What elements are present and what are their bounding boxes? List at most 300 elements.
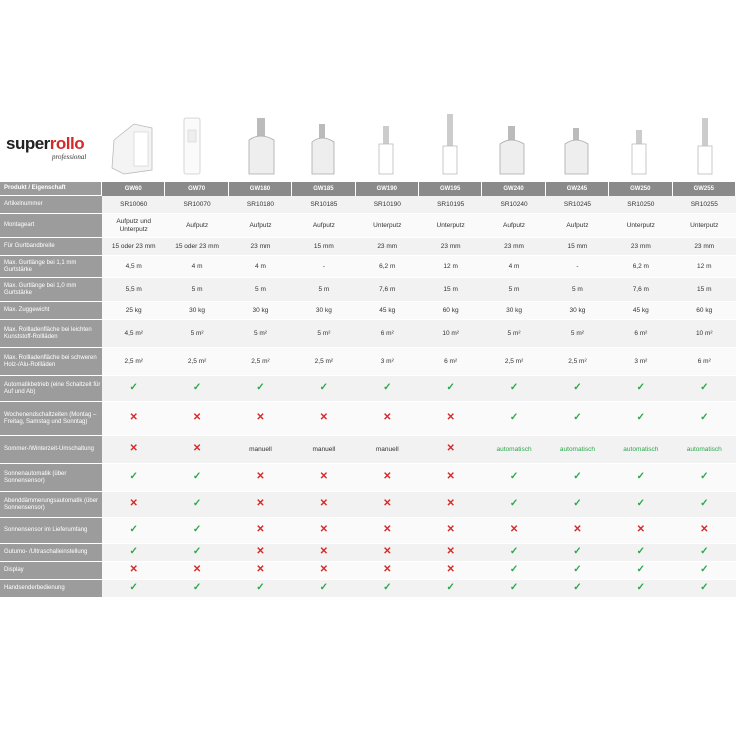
check-icon: ✓	[573, 471, 582, 482]
cross-icon	[229, 402, 292, 436]
cell-value: 6 m²	[356, 320, 419, 348]
cell-value: 2,5 m²	[292, 348, 355, 376]
table-body	[0, 196, 736, 598]
check-icon: ✓	[129, 382, 138, 393]
cell-value: Aufputz	[229, 214, 292, 238]
check-icon: ✓	[636, 471, 646, 482]
cross-icon	[229, 518, 292, 544]
header-product-gw180: GW180	[229, 182, 292, 196]
check-icon	[482, 562, 545, 580]
cross-icon: ✕	[446, 564, 455, 575]
cell-value: 23 mm	[673, 238, 736, 256]
table-row	[0, 544, 736, 562]
check-icon: ✓	[636, 382, 646, 393]
check-icon	[546, 562, 609, 580]
check-icon	[482, 580, 545, 598]
row-label: Sommer-/Winterzeit-Umschaltung	[0, 436, 102, 464]
check-icon	[482, 464, 545, 492]
check-icon: ✓	[129, 524, 138, 535]
header-product-gw185: GW185	[292, 182, 355, 196]
cross-icon: ✕	[129, 498, 138, 509]
check-icon	[419, 376, 482, 402]
table-row	[0, 492, 736, 518]
cross-icon: ✕	[446, 524, 455, 535]
check-icon: ✓	[129, 546, 138, 557]
cross-icon	[482, 518, 545, 544]
product-image-gw245	[565, 128, 588, 174]
check-icon	[673, 580, 736, 598]
check-icon	[102, 518, 165, 544]
cross-icon	[546, 518, 609, 544]
cell-value: 25 kg	[102, 302, 165, 320]
check-icon: ✓	[446, 582, 455, 593]
check-icon: ✓	[573, 564, 582, 575]
check-icon	[546, 492, 609, 518]
table-row	[0, 320, 736, 348]
check-icon: ✓	[192, 524, 202, 535]
header-product-gw245: GW245	[546, 182, 609, 196]
check-icon	[165, 464, 228, 492]
cross-icon	[356, 492, 419, 518]
cell-value: 23 mm	[609, 238, 672, 256]
cross-icon	[102, 492, 165, 518]
check-icon: ✓	[636, 546, 646, 557]
check-icon: ✓	[509, 382, 519, 393]
row-label: Display	[0, 562, 102, 580]
check-icon: ✓	[383, 382, 392, 393]
cross-icon: ✕	[319, 471, 329, 482]
check-icon: ✓	[192, 498, 202, 509]
cell-value: 5 m	[292, 278, 355, 302]
cross-icon	[165, 436, 228, 464]
table-row	[0, 214, 736, 238]
cell-value: 60 kg	[673, 302, 736, 320]
check-icon: ✓	[319, 382, 329, 393]
brand-logo	[6, 135, 102, 171]
cross-icon: ✕	[319, 564, 329, 575]
cross-icon	[292, 518, 355, 544]
row-label: Wochenendschaltzeiten (Montag – Freitag, Samstag und Sonntag)	[0, 402, 102, 436]
check-icon: ✓	[509, 412, 519, 423]
cell-value: 2,5 m²	[102, 348, 165, 376]
product-images	[104, 110, 734, 182]
cell-value: 23 mm	[229, 238, 292, 256]
cross-icon: ✕	[192, 412, 202, 423]
check-icon	[546, 402, 609, 436]
cell-value: automatisch	[482, 436, 545, 464]
check-icon	[292, 376, 355, 402]
product-image-gw70	[184, 118, 200, 174]
check-icon: ✓	[700, 382, 709, 393]
cross-icon: ✕	[256, 546, 265, 557]
cell-value: 7,6 m	[609, 278, 672, 302]
check-icon: ✓	[192, 382, 202, 393]
cross-icon	[673, 518, 736, 544]
cell-value: 23 mm	[482, 238, 545, 256]
cross-icon: ✕	[446, 443, 455, 454]
cross-icon	[419, 492, 482, 518]
row-label: Max. Gurtlänge bei 1,0 mm Gurtstärke	[0, 278, 102, 302]
cell-value: automatisch	[609, 436, 672, 464]
cell-value: 3 m²	[609, 348, 672, 376]
check-icon	[609, 376, 672, 402]
cross-icon: ✕	[256, 471, 265, 482]
cell-value: SR10195	[419, 196, 482, 214]
cross-icon	[356, 402, 419, 436]
cross-icon	[419, 436, 482, 464]
cell-value: Aufputz	[482, 214, 545, 238]
cell-value: -	[292, 256, 355, 278]
cell-value: SR10190	[356, 196, 419, 214]
check-icon: ✓	[256, 582, 265, 593]
cell-value: 5 m²	[482, 320, 545, 348]
check-icon	[546, 464, 609, 492]
comparison-table	[0, 182, 736, 598]
cross-icon	[356, 562, 419, 580]
cell-value: 5 m	[165, 278, 228, 302]
check-icon: ✓	[573, 412, 582, 423]
table-row	[0, 562, 736, 580]
row-label: Gutumo- /Ultraschalleinstellung	[0, 544, 102, 562]
cell-value: SR10060	[102, 196, 165, 214]
check-icon: ✓	[192, 582, 202, 593]
cross-icon	[229, 464, 292, 492]
check-icon	[609, 464, 672, 492]
cross-icon: ✕	[383, 412, 392, 423]
cell-value: Aufputz	[546, 214, 609, 238]
cell-value: 15 m	[419, 278, 482, 302]
check-icon: ✓	[319, 582, 329, 593]
cross-icon: ✕	[573, 524, 582, 535]
cell-value: Aufputz	[165, 214, 228, 238]
cross-icon	[419, 562, 482, 580]
cell-value: 15 oder 23 mm	[102, 238, 165, 256]
cell-value: 60 kg	[419, 302, 482, 320]
header-product-gw195: GW195	[419, 182, 482, 196]
check-icon	[482, 376, 545, 402]
check-icon	[673, 492, 736, 518]
cross-icon	[419, 518, 482, 544]
product-image-gw185	[312, 124, 334, 174]
check-icon	[229, 580, 292, 598]
cell-value: 5 m	[482, 278, 545, 302]
cell-value: 30 kg	[229, 302, 292, 320]
check-icon: ✓	[509, 498, 519, 509]
check-icon	[165, 544, 228, 562]
cell-value: automatisch	[673, 436, 736, 464]
check-icon	[419, 580, 482, 598]
cross-icon: ✕	[446, 546, 455, 557]
header-product-gw60: GW60	[102, 182, 165, 196]
cell-value: SR10240	[482, 196, 545, 214]
header-product-gw255: GW255	[673, 182, 736, 196]
cell-value: 5 m	[546, 278, 609, 302]
product-image-gw255	[698, 118, 712, 174]
cross-icon: ✕	[446, 471, 455, 482]
cross-icon: ✕	[319, 524, 329, 535]
check-icon: ✓	[700, 498, 709, 509]
cell-value: 4 m	[482, 256, 545, 278]
cross-icon	[102, 562, 165, 580]
row-label: Max. Rollladenfläche bei leichten Kunststoff-Rollläden	[0, 320, 102, 348]
cell-value: 5 m²	[292, 320, 355, 348]
cell-value: 15 mm	[546, 238, 609, 256]
cell-value: 30 kg	[546, 302, 609, 320]
check-icon: ✓	[573, 546, 582, 557]
check-icon: ✓	[383, 582, 392, 593]
check-icon	[609, 492, 672, 518]
check-icon: ✓	[573, 498, 582, 509]
check-icon	[482, 492, 545, 518]
cross-icon	[419, 402, 482, 436]
table-header-row	[0, 182, 736, 196]
cell-value: 12 m	[419, 256, 482, 278]
cell-value: 15 mm	[292, 238, 355, 256]
cell-value: 15 m	[673, 278, 736, 302]
cell-value: 30 kg	[165, 302, 228, 320]
check-icon: ✓	[192, 471, 202, 482]
product-image-gw240	[500, 126, 524, 174]
table-row	[0, 580, 736, 598]
cross-icon: ✕	[636, 524, 646, 535]
row-label: Abenddämmerungsautomatik (über Sonnensensor)	[0, 492, 102, 518]
cell-value: 23 mm	[419, 238, 482, 256]
check-icon: ✓	[636, 498, 646, 509]
cell-value: Unterputz	[419, 214, 482, 238]
check-icon	[356, 580, 419, 598]
cell-value: 23 mm	[356, 238, 419, 256]
table-row	[0, 238, 736, 256]
check-icon: ✓	[636, 412, 646, 423]
cross-icon: ✕	[129, 443, 138, 454]
cell-value: manuell	[356, 436, 419, 464]
table-row	[0, 464, 736, 492]
cell-value: 30 kg	[292, 302, 355, 320]
cell-value: 6,2 m	[609, 256, 672, 278]
cross-icon: ✕	[383, 471, 392, 482]
row-label: Max. Zuggewicht	[0, 302, 102, 320]
row-label: Max. Gurtlänge bei 1,1 mm Gurtstärke	[0, 256, 102, 278]
cell-value: Unterputz	[609, 214, 672, 238]
check-icon	[673, 402, 736, 436]
cell-value: Unterputz	[673, 214, 736, 238]
check-icon	[292, 580, 355, 598]
check-icon: ✓	[509, 582, 519, 593]
cross-icon	[102, 436, 165, 464]
row-label: Für Gurtbandbreite	[0, 238, 102, 256]
cross-icon	[356, 518, 419, 544]
cell-value: 6,2 m	[356, 256, 419, 278]
table-row	[0, 402, 736, 436]
cross-icon: ✕	[192, 564, 202, 575]
table-row	[0, 302, 736, 320]
check-icon: ✓	[700, 546, 709, 557]
check-icon	[546, 376, 609, 402]
check-icon: ✓	[573, 382, 582, 393]
check-icon: ✓	[700, 582, 709, 593]
cell-value: 5 m²	[229, 320, 292, 348]
cross-icon: ✕	[446, 412, 455, 423]
table-row	[0, 196, 736, 214]
cross-icon: ✕	[446, 498, 455, 509]
cell-value: SR10070	[165, 196, 228, 214]
cell-value: 4 m	[165, 256, 228, 278]
cell-value: 4,5 m	[102, 256, 165, 278]
cell-value: Unterputz	[356, 214, 419, 238]
cross-icon: ✕	[319, 498, 329, 509]
check-icon: ✓	[509, 471, 519, 482]
cross-icon	[292, 402, 355, 436]
table-row	[0, 278, 736, 302]
check-icon	[165, 376, 228, 402]
cross-icon	[356, 464, 419, 492]
table-row	[0, 376, 736, 402]
brand-tagline: professional	[52, 153, 87, 161]
cross-icon	[229, 562, 292, 580]
cross-icon	[165, 562, 228, 580]
table-row	[0, 436, 736, 464]
check-icon	[673, 376, 736, 402]
check-icon	[102, 580, 165, 598]
cell-value: SR10245	[546, 196, 609, 214]
cross-icon	[229, 492, 292, 518]
cross-icon: ✕	[383, 524, 392, 535]
check-icon: ✓	[700, 564, 709, 575]
cell-value: 45 kg	[356, 302, 419, 320]
row-label: Max. Rollladenfläche bei schweren Holz-/Alu-Rollläden	[0, 348, 102, 376]
check-icon: ✓	[573, 582, 582, 593]
check-icon	[165, 518, 228, 544]
cell-value: 12 m	[673, 256, 736, 278]
cell-value: SR10250	[609, 196, 672, 214]
cross-icon	[292, 464, 355, 492]
cross-icon: ✕	[383, 546, 392, 557]
header-product-gw190: GW190	[356, 182, 419, 196]
cross-icon: ✕	[256, 564, 265, 575]
cell-value: 10 m²	[673, 320, 736, 348]
cross-icon	[419, 544, 482, 562]
check-icon	[673, 562, 736, 580]
check-icon	[482, 402, 545, 436]
row-label: Automatikbetrieb (eine Schaltzeit für Auf und Ab)	[0, 376, 102, 402]
cell-value: 45 kg	[609, 302, 672, 320]
check-icon: ✓	[256, 382, 265, 393]
cell-value: 5 m²	[165, 320, 228, 348]
cross-icon	[165, 402, 228, 436]
header-product-gw240: GW240	[482, 182, 545, 196]
cell-value: SR10180	[229, 196, 292, 214]
cell-value: SR10185	[292, 196, 355, 214]
cross-icon	[102, 402, 165, 436]
row-label: Sonnenautomatik (über Sonnensensor)	[0, 464, 102, 492]
product-image-gw190	[379, 126, 393, 174]
cell-value: 5,5 m	[102, 278, 165, 302]
cross-icon	[419, 464, 482, 492]
header-product-gw250: GW250	[609, 182, 672, 196]
cross-icon	[356, 544, 419, 562]
cell-value: 2,5 m²	[546, 348, 609, 376]
cell-value: -	[546, 256, 609, 278]
check-icon: ✓	[192, 546, 202, 557]
cross-icon: ✕	[383, 564, 392, 575]
header-label: Produkt / Eigenschaft	[0, 182, 102, 196]
cell-value: 6 m²	[609, 320, 672, 348]
cell-value: manuell	[229, 436, 292, 464]
cell-value: 4,5 m²	[102, 320, 165, 348]
check-icon	[229, 376, 292, 402]
check-icon	[102, 464, 165, 492]
cross-icon: ✕	[129, 412, 138, 423]
table-row	[0, 518, 736, 544]
cross-icon: ✕	[256, 524, 265, 535]
cross-icon: ✕	[129, 564, 138, 575]
check-icon	[165, 492, 228, 518]
cell-value: 2,5 m²	[165, 348, 228, 376]
check-icon: ✓	[636, 582, 646, 593]
check-icon	[356, 376, 419, 402]
product-image-gw180	[249, 118, 274, 174]
cell-value: 30 kg	[482, 302, 545, 320]
table-row	[0, 256, 736, 278]
cell-value: 5 m²	[546, 320, 609, 348]
cell-value: manuell	[292, 436, 355, 464]
cell-value: 5 m	[229, 278, 292, 302]
cross-icon: ✕	[509, 524, 519, 535]
cross-icon: ✕	[256, 498, 265, 509]
row-label: Montageart	[0, 214, 102, 238]
cell-value: Aufputz	[292, 214, 355, 238]
check-icon: ✓	[509, 564, 519, 575]
check-icon: ✓	[700, 471, 709, 482]
cell-value: 2,5 m²	[229, 348, 292, 376]
product-image-gw60	[112, 124, 152, 174]
cell-value: 6 m²	[673, 348, 736, 376]
check-icon	[165, 580, 228, 598]
check-icon: ✓	[636, 564, 646, 575]
row-label: Sonnensensor im Lieferumfang	[0, 518, 102, 544]
product-image-gw195	[443, 114, 457, 174]
row-label: Handsenderbedienung	[0, 580, 102, 598]
cross-icon: ✕	[192, 443, 202, 454]
check-icon	[673, 544, 736, 562]
cell-value: Aufputz und Unterputz	[102, 214, 165, 238]
check-icon	[609, 562, 672, 580]
check-icon: ✓	[700, 412, 709, 423]
check-icon: ✓	[446, 382, 455, 393]
header-product-gw70: GW70	[165, 182, 228, 196]
cell-value: 7,6 m	[356, 278, 419, 302]
check-icon	[609, 402, 672, 436]
cross-icon: ✕	[256, 412, 265, 423]
check-icon	[673, 464, 736, 492]
check-icon	[482, 544, 545, 562]
cross-icon	[292, 544, 355, 562]
check-icon	[102, 544, 165, 562]
cross-icon: ✕	[700, 524, 709, 535]
row-label: Artikelnummer	[0, 196, 102, 214]
cross-icon: ✕	[319, 546, 329, 557]
cross-icon	[229, 544, 292, 562]
check-icon	[609, 544, 672, 562]
check-icon: ✓	[129, 582, 138, 593]
product-image-gw250	[632, 130, 646, 174]
check-icon	[102, 376, 165, 402]
cross-icon: ✕	[383, 498, 392, 509]
check-icon	[609, 580, 672, 598]
cell-value: 15 oder 23 mm	[165, 238, 228, 256]
cross-icon: ✕	[319, 412, 329, 423]
cell-value: 3 m²	[356, 348, 419, 376]
